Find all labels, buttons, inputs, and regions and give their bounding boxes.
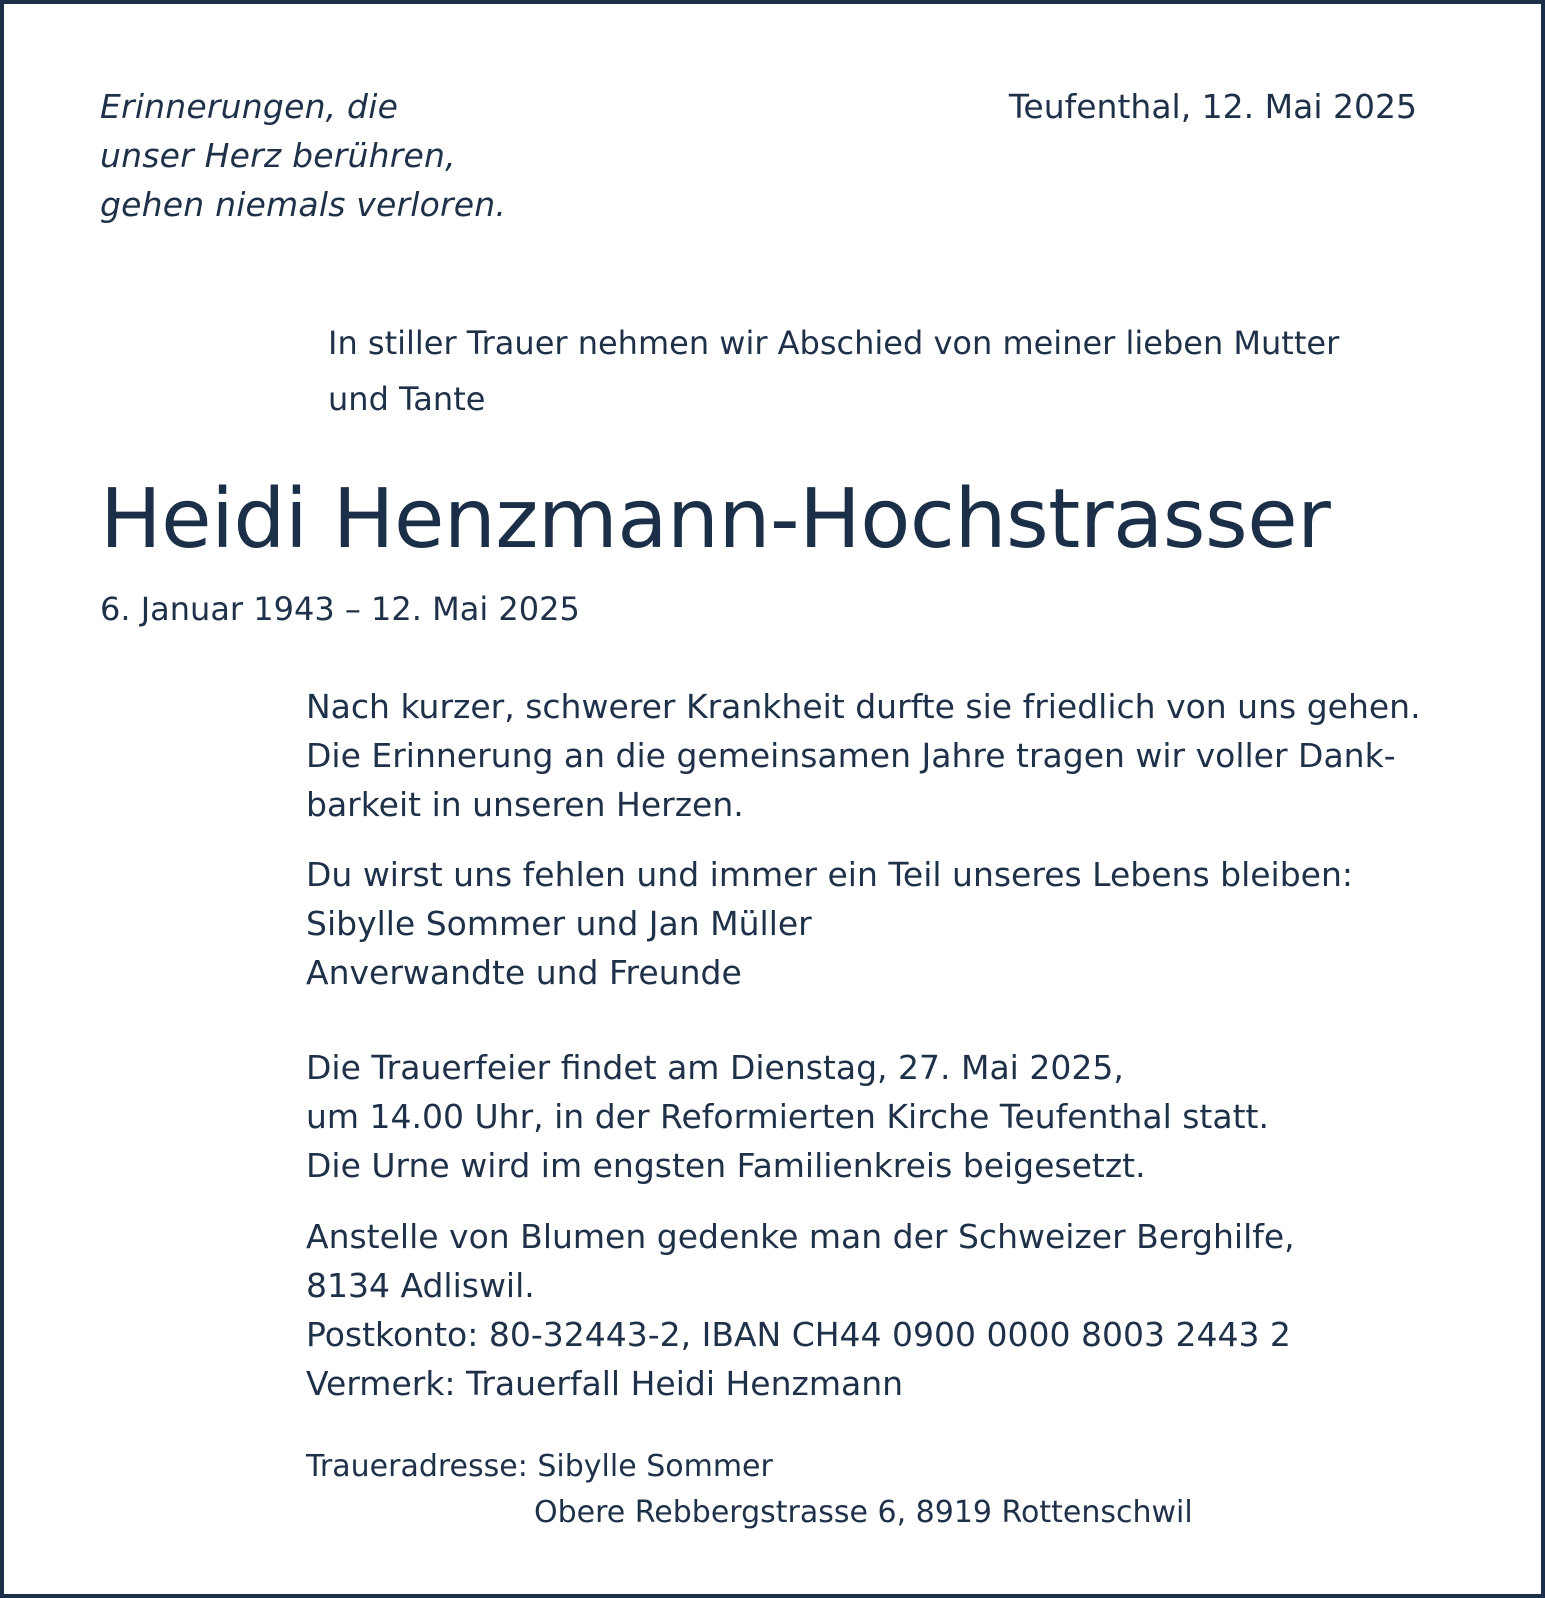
paragraph-line: Anverwandte und Freunde	[306, 953, 742, 992]
paragraph-ceremony	[306, 1043, 1269, 1190]
place-date: Teufenthal, 12. Mai 2025	[1008, 87, 1417, 126]
paragraph-line: Vermerk: Trauerfall Heidi Henzmann	[306, 1364, 904, 1403]
paragraph-donation	[306, 1212, 1295, 1408]
paragraph-line: Die Erinnerung an die gemeinsamen Jahre tragen wir voller Dank-	[306, 736, 1396, 775]
paragraph-mourners	[306, 850, 1353, 997]
motto-quote	[100, 82, 506, 229]
paragraph-line: Anstelle von Blumen gedenke man der Schweizer Berghilfe,	[306, 1217, 1295, 1256]
paragraph-line: Die Trauerfeier findet am Dienstag, 27. Mai 2025,	[306, 1048, 1124, 1087]
motto-line: unser Herz berühren,	[100, 136, 456, 175]
intro-line: In stiller Trauer nehmen wir Abschied von meiner lieben Mutter	[328, 324, 1340, 362]
paragraph-line: Postkonto: 80-32443-2, IBAN CH44 0900 0000 8003 2443 2	[306, 1315, 1291, 1354]
motto-line: Erinnerungen, die	[100, 87, 399, 126]
motto-line: gehen niemals verloren.	[100, 185, 507, 224]
paragraph-line: um 14.00 Uhr, in der Reformierten Kirche Teufenthal statt.	[306, 1097, 1269, 1136]
intro-text	[328, 315, 1339, 427]
paragraph-farewell	[306, 682, 1421, 829]
paragraph-line: Du wirst uns fehlen und immer ein Teil unseres Lebens bleiben:	[306, 855, 1354, 894]
mourning-address	[306, 1444, 1193, 1536]
deceased-name: Heidi Henzmann-Hochstrasser	[100, 472, 1331, 567]
address-line: Obere Rebbergstrasse 6, 8919 Rottenschwil	[534, 1495, 1193, 1530]
paragraph-line: 8134 Adliswil.	[306, 1266, 535, 1305]
paragraph-line: Sibylle Sommer und Jan Müller	[306, 904, 812, 943]
paragraph-line: Nach kurzer, schwerer Krankheit durfte sie friedlich von uns gehen.	[306, 687, 1421, 726]
intro-line: und Tante	[328, 380, 486, 418]
paragraph-line: barkeit in unseren Herzen.	[306, 785, 744, 824]
paragraph-line: Die Urne wird im engsten Familienkreis beigesetzt.	[306, 1146, 1146, 1185]
life-dates: 6. Januar 1943 – 12. Mai 2025	[100, 590, 580, 628]
address-line: Traueradresse: Sibylle Sommer	[306, 1449, 773, 1484]
